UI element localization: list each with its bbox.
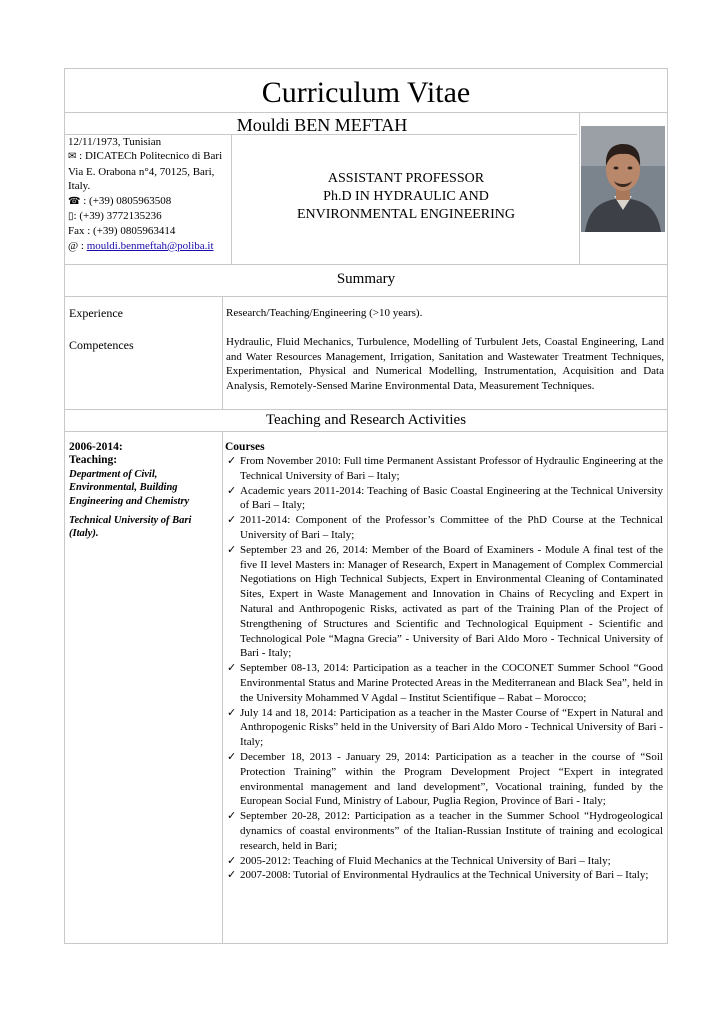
courses-heading: Courses <box>225 441 265 453</box>
course-item <box>225 484 663 514</box>
summary-heading: Summary <box>336 271 396 287</box>
person-name: Mouldi BEN MEFTAH <box>236 115 408 135</box>
divider <box>222 431 223 943</box>
divider <box>65 112 667 113</box>
divider <box>222 296 223 409</box>
checkmark-icon: ✓ <box>227 662 237 675</box>
checkmark-icon: ✓ <box>227 854 237 867</box>
university-name: Technical University of Bari (Italy). <box>69 515 192 540</box>
phone-number: : (+39) 0805963508 <box>83 194 172 207</box>
course-text: September 23 and 26, 2014: Member of the Board of Examiners - Module A final test of the five II level Masters in: Manager of Research, Expert in Management of Complex Commercial Negotiations on High Technical Subjects, Expert in Environmental Cleaning of Contaminated Sites, Expert in Waste Management and Innovation in Chains of Recycling and Expert in Natural and Anthropogenic Risks, activated as part of the Training Plan of the Project of Strengthening of Structures and Scientific and Technological Equipment - Scientific and Technological Pole “Magna Grecia” - University of Bari Aldo Moro - Technical University of Bari - Italy; <box>240 543 663 660</box>
contact-block <box>68 135 230 253</box>
checkmark-icon: ✓ <box>227 455 237 467</box>
phone-line <box>68 194 230 209</box>
courses-section <box>225 440 663 883</box>
department-name: Department of Civil, Environmental, Building Engineering and Chemistry <box>69 468 190 507</box>
experience-label: Experience <box>69 306 123 320</box>
course-item <box>225 809 663 853</box>
course-text: December 18, 2013 - January 29, 2014: Participation as a teacher in the course of “Soil Protection Training” within the Program Development Project “Expert in integrated environmental management and land development”, Vocational training, funded by the European Social Fund, Ministry of Labour, Puglia Region, Province of Bari - Italy; <box>240 750 663 808</box>
birth-info: 12/11/1973, Tunisian <box>68 136 162 148</box>
address-line <box>68 149 230 164</box>
checkmark-icon: ✓ <box>227 810 237 823</box>
course-item <box>225 543 663 661</box>
course-text: September 08-13, 2014: Participation as a teacher in the COCONET Summer School “Good Environmental Status and Marine Protected Areas in the Mediterranean and Black Sea”, held in the University Mohammed V Agdal – Institut Scientifique – Rabat – Morocco; <box>240 662 663 704</box>
position-line-2: Ph.D IN HYDRAULIC AND <box>323 189 489 204</box>
address-text: : DICATECh Politecnico di Bari <box>79 150 223 163</box>
telephone-icon: ☎ <box>68 195 81 207</box>
course-text: 2011-2014: Component of the Professor’s Committee of the PhD Course at the Technical University of Bari – Italy; <box>240 514 663 541</box>
course-text: July 14 and 18, 2014: Participation as a teacher in the Master Course of “Expert in Natural and Anthropogenic Risks” held in the University of Bari Aldo Moro - Technical University of Bari - Italy; <box>240 706 663 749</box>
course-item <box>225 750 663 809</box>
position-line-3: ENVIRONMENTAL ENGINEERING <box>296 207 516 222</box>
email-link[interactable]: mouldi.benmeftah@poliba.it <box>86 239 214 252</box>
teaching-period: 2006-2014: <box>69 441 123 453</box>
course-item <box>225 706 663 750</box>
divider <box>65 296 667 297</box>
divider <box>65 431 667 432</box>
envelope-icon: ✉ <box>68 151 77 163</box>
experience-value: Research/Teaching/Engineering (>10 years). <box>226 307 423 319</box>
divider <box>65 264 667 265</box>
course-item <box>225 454 663 484</box>
position-line-1: ASSISTANT PROFESSOR <box>327 171 485 186</box>
divider <box>65 409 667 410</box>
divider <box>231 134 232 264</box>
course-text: September 20-28, 2012: Participation as a teacher in the Summer School “Hydrogeological dynamics of coastal environments” of the Italian-Russian Institute of training and ecological research, held in Bari; <box>240 810 663 852</box>
job-position <box>233 170 579 224</box>
checkmark-icon: ✓ <box>227 750 237 763</box>
checkmark-icon: ✓ <box>227 543 237 556</box>
course-text: 2005-2012: Teaching of Fluid Mechanics at the Technical University of Bari – Italy; <box>240 854 611 867</box>
document-title: Curriculum Vitae <box>261 76 471 109</box>
street-address: Via E. Orabona n°4, 70125, Bari, Italy. <box>68 165 215 193</box>
teaching-meta <box>69 441 219 541</box>
mobile-number: : (+39) 3772135236 <box>73 210 162 223</box>
checkmark-icon: ✓ <box>227 706 237 719</box>
course-text: From November 2010: Full time Permanent Assistant Professor of Hydraulic Engineering at the Technical University of Bari – Italy; <box>240 455 663 482</box>
email-line <box>68 239 230 253</box>
mobile-line <box>68 209 230 224</box>
teaching-heading: Teaching and Research Activities <box>265 412 467 428</box>
competences-value: Hydraulic, Fluid Mechanics, Turbulence, Modelling of Turbulent Jets, Coastal Engineering, Land and Water Resources Management, Irrigation, Sanitation and Wastewater Treatment Techniques, Experimentation, Physical and Numerical Modelling, Instrumentation, Acquisition and Data Analysis, Remotely-Sensed Marine Environmental Data, Measurement Techniques. <box>226 336 664 392</box>
checkmark-icon: ✓ <box>227 514 237 527</box>
course-item <box>225 854 663 869</box>
course-list <box>225 454 663 883</box>
fax-number: Fax : (+39) 0805963414 <box>68 225 176 238</box>
cv-frame <box>64 68 668 944</box>
portrait-image <box>581 126 665 232</box>
course-item <box>225 661 663 705</box>
competences-label: Competences <box>69 338 134 352</box>
divider <box>579 112 580 264</box>
course-text: Academic years 2011-2014: Teaching of Basic Coastal Engineering at the Technical University of Bari – Italy; <box>240 484 663 512</box>
checkmark-icon: ✓ <box>227 484 237 497</box>
course-text: 2007-2008: Tutorial of Environmental Hydraulics at the Technical University of Bari – Italy; <box>240 869 649 882</box>
course-item <box>225 513 663 543</box>
email-prefix: @ : <box>68 239 87 252</box>
mobile-phone-icon: ▯ <box>68 211 74 223</box>
course-item <box>225 868 663 883</box>
profile-photo <box>581 126 665 232</box>
checkmark-icon: ✓ <box>227 869 237 882</box>
teaching-role: Teaching: <box>69 454 118 467</box>
